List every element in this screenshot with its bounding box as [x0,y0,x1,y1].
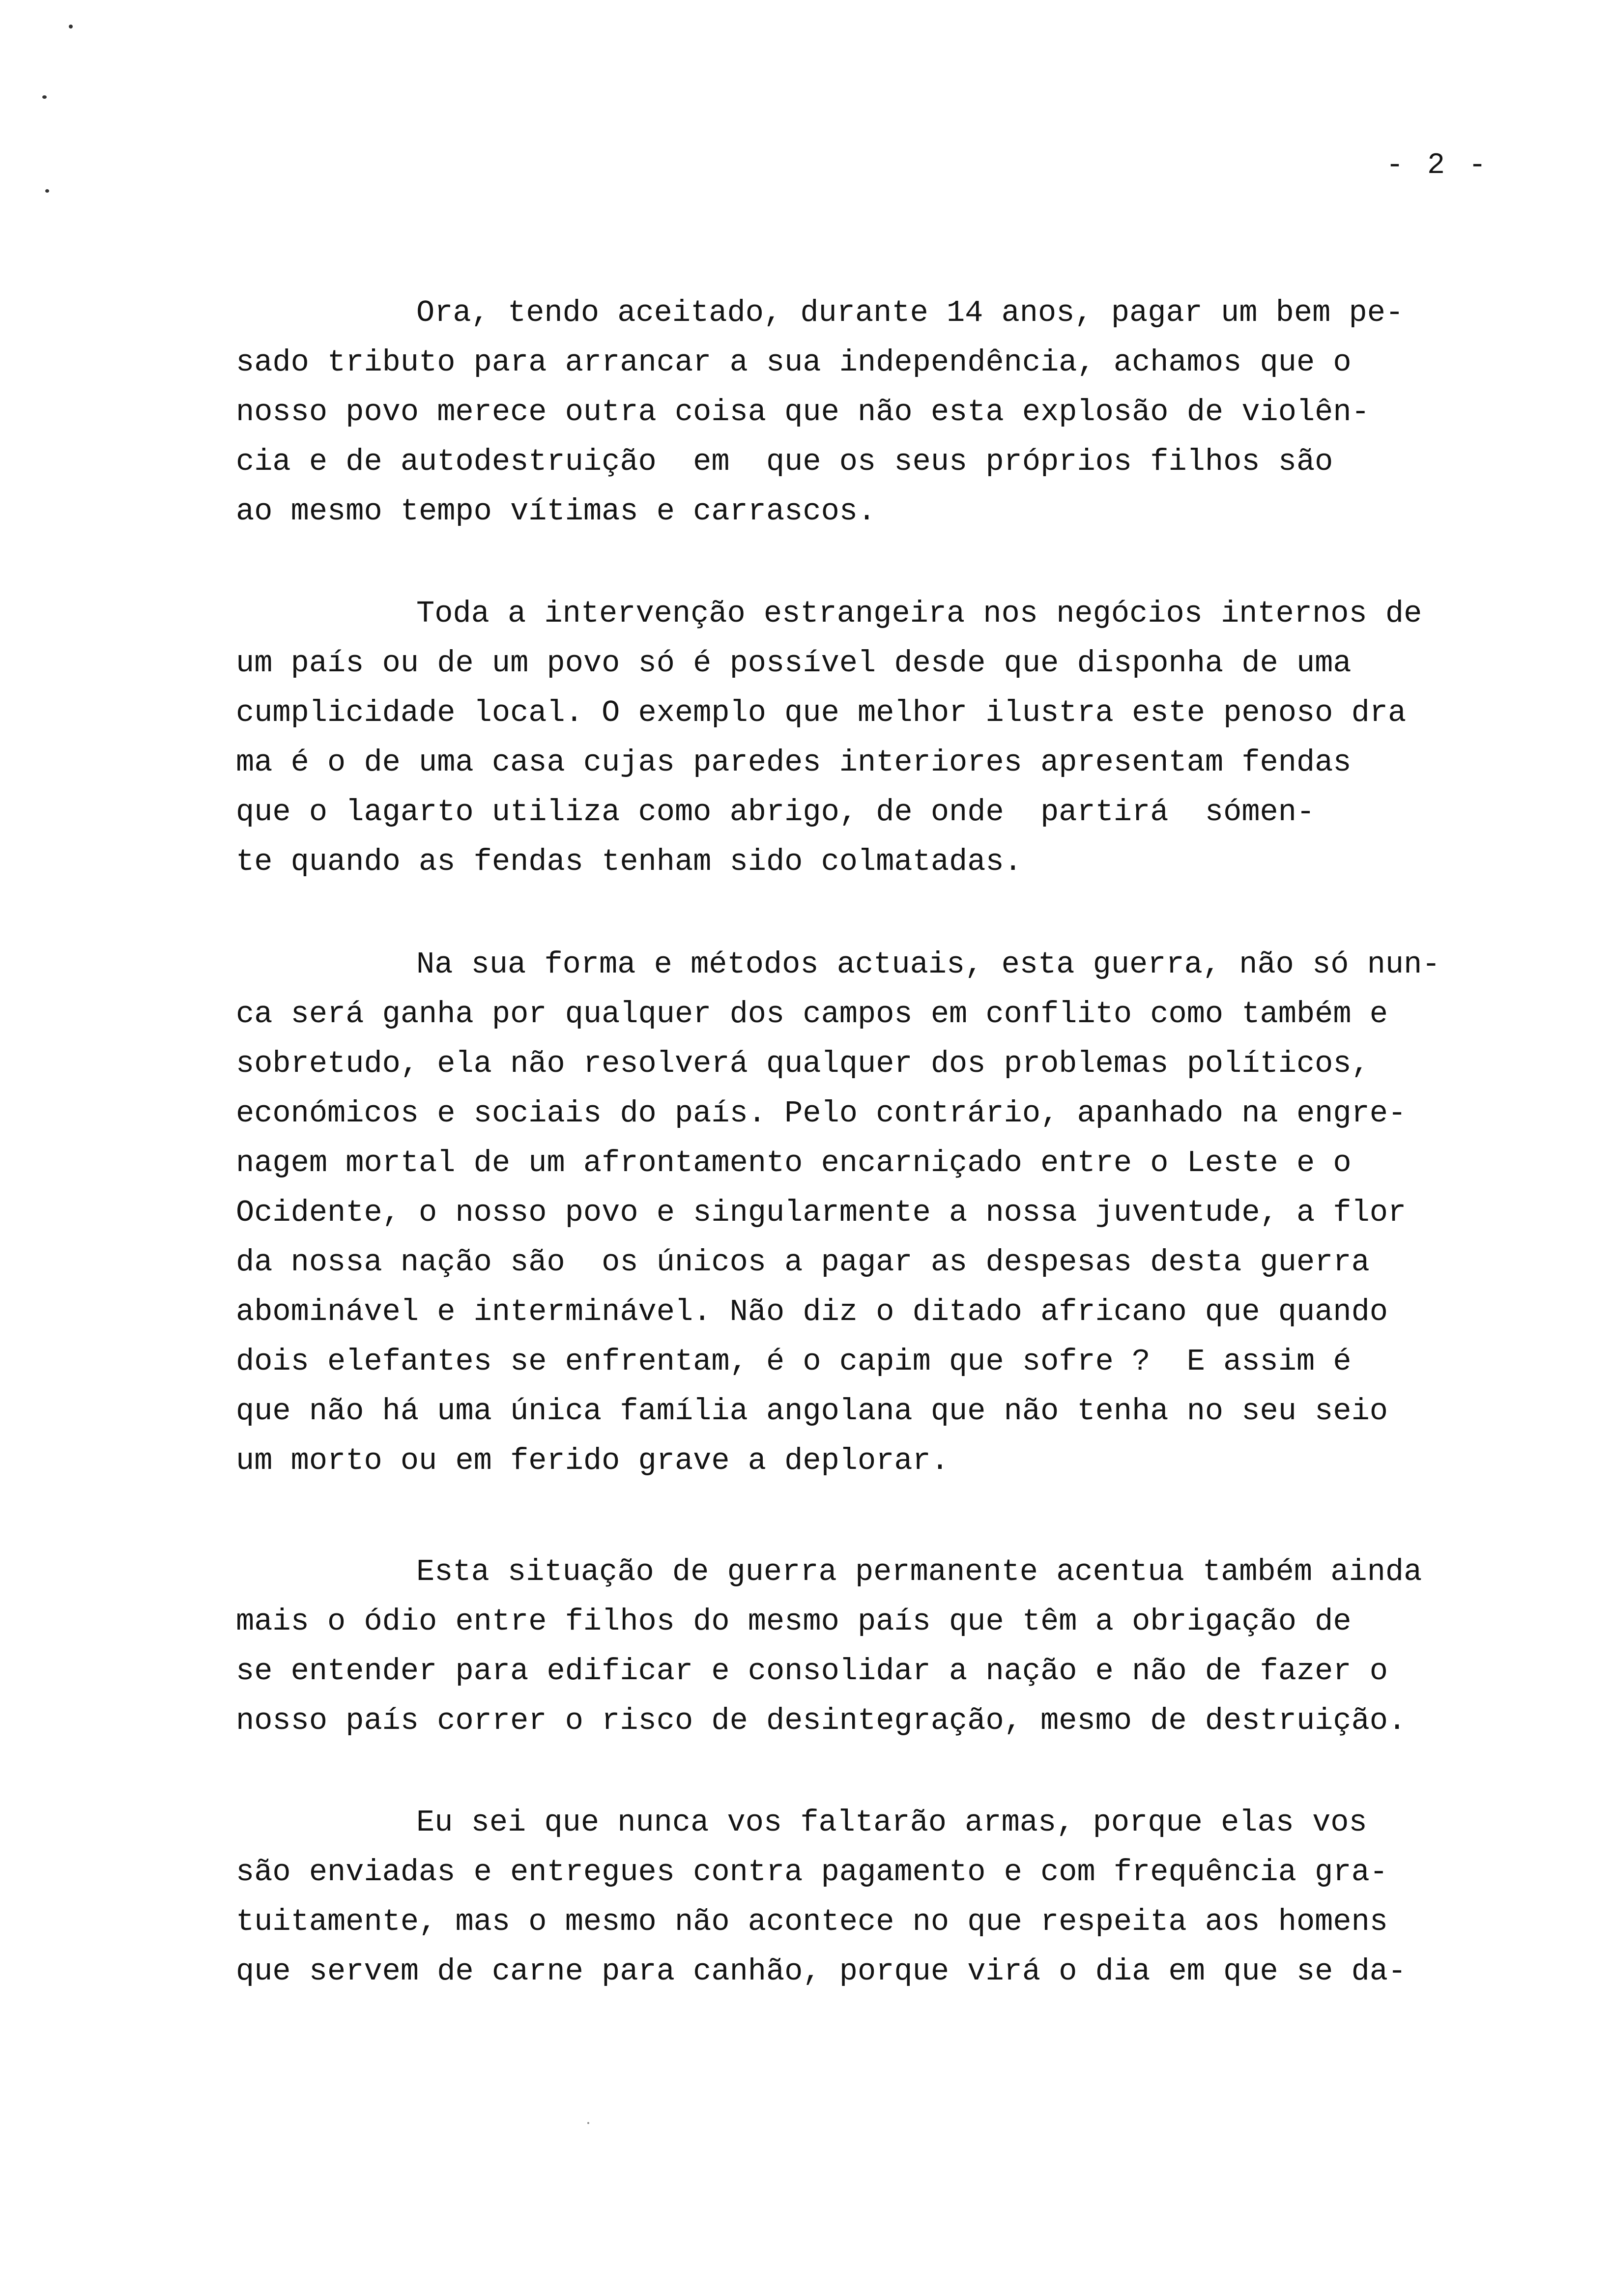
text-line: ca será ganha por qualquer dos campos em conflito como também e [236,997,1388,1032]
text-line: mais o ódio entre filhos do mesmo país que têm a obrigação de [236,1604,1352,1639]
paragraph-2 [236,589,1422,887]
text-line: cia e de autodestruição em que os seus próprios filhos são [236,444,1333,479]
text-line: cumplicidade local. O exemplo que melhor ilustra este penoso dra [236,695,1407,730]
text-line: um país ou de um povo só é possível desde que disponha de uma [236,646,1352,681]
text-line: sado tributo para arrancar a sua independência, achamos que o [236,345,1352,380]
text-line: Ora, tendo aceitado, durante 14 anos, pagar um bem pe- [416,295,1404,330]
text-line: sobretudo, ela não resolverá qualquer dos problemas políticos, [236,1046,1370,1081]
text-line: são enviadas e entregues contra pagamento e com frequência gra- [236,1855,1388,1890]
text-line: te quando as fendas tenham sido colmatadas. [236,844,1022,879]
text-line: que servem de carne para canhão, porque virá o dia em que se da- [236,1954,1407,1989]
text-line: Eu sei que nunca vos faltarão armas, porque elas vos [416,1805,1367,1840]
text-line: económicos e sociais do país. Pelo contrário, apanhado na engre- [236,1096,1407,1131]
text-line: abominável e interminável. Não diz o ditado africano que quando [236,1294,1388,1329]
text-line: que não há uma única família angolana que não tenha no seu seio [236,1394,1388,1429]
paragraph-3 [236,940,1440,1486]
text-line: Ocidente, o nosso povo e singularmente a nossa juventude, a flor [236,1195,1407,1230]
paragraph-5 [236,1798,1406,1996]
text-line: um morto ou em ferido grave a deplorar. [236,1443,950,1478]
text-line: ma é o de uma casa cujas paredes interiores apresentam fendas [236,745,1352,780]
text-line: nosso povo merece outra coisa que não esta explosão de violên- [236,395,1370,430]
page-number: - 2 - [1386,149,1490,182]
text-line: se entender para edificar e consolidar a nação e não de fazer o [236,1654,1388,1689]
text-line: ao mesmo tempo vítimas e carrascos. [236,494,876,529]
text-line: nagem mortal de um afrontamento encarniçado entre o Leste e o [236,1146,1352,1180]
text-line: da nossa nação são os únicos a pagar as despesas desta guerra [236,1245,1370,1280]
text-line: nosso país correr o risco de desintegração, mesmo de destruição. [236,1703,1407,1738]
scan-speck [42,95,47,99]
paragraph-4 [236,1547,1422,1746]
text-line: que o lagarto utiliza como abrigo, de onde partirá sómen- [236,795,1315,830]
text-line: Esta situação de guerra permanente acentua também ainda [416,1554,1422,1589]
scan-speck [69,25,73,29]
scan-speck [587,2122,589,2124]
text-line: tuitamente, mas o mesmo não acontece no que respeita aos homens [236,1904,1388,1939]
text-line: Toda a intervenção estrangeira nos negócios internos de [416,596,1422,631]
text-line: Na sua forma e métodos actuais, esta guerra, não só nun- [416,947,1440,982]
text-line: dois elefantes se enfrentam, é o capim que sofre ? E assim é [236,1344,1352,1379]
paragraph-1 [236,288,1404,536]
scan-speck [45,189,49,193]
